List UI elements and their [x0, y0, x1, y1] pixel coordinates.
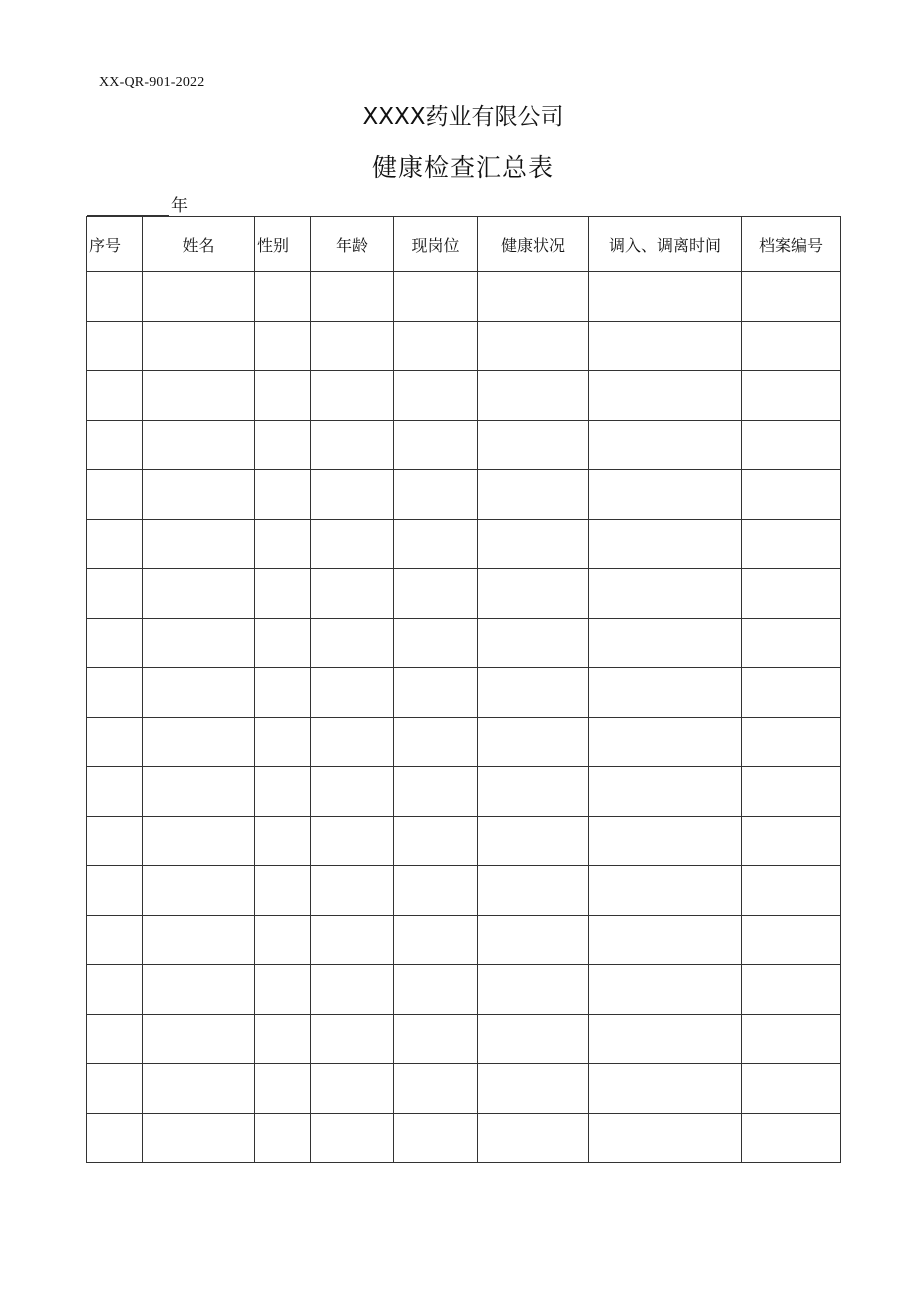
- form-title: 健康检查汇总表: [371, 153, 554, 182]
- table-cell[interactable]: [478, 569, 589, 619]
- table-cell[interactable]: [742, 321, 841, 371]
- table-cell[interactable]: [742, 767, 841, 817]
- table-cell[interactable]: [255, 767, 311, 817]
- table-cell[interactable]: [589, 767, 742, 817]
- table-row: [87, 470, 841, 520]
- col-header-name: 姓名: [143, 217, 255, 272]
- table-cell[interactable]: [143, 272, 255, 322]
- table-cell[interactable]: [589, 1113, 742, 1163]
- table-cell[interactable]: [255, 717, 311, 767]
- table-cell[interactable]: [394, 965, 478, 1015]
- table-cell[interactable]: [589, 569, 742, 619]
- table-body: [87, 272, 841, 1163]
- table-row: [87, 618, 841, 668]
- table-cell[interactable]: [255, 965, 311, 1015]
- table-cell[interactable]: [742, 866, 841, 916]
- table-cell[interactable]: [478, 321, 589, 371]
- table-cell[interactable]: [143, 420, 255, 470]
- table-cell[interactable]: [255, 569, 311, 619]
- table-cell[interactable]: [478, 717, 589, 767]
- table-cell[interactable]: [311, 668, 394, 718]
- table-cell[interactable]: [255, 816, 311, 866]
- table-cell[interactable]: [394, 321, 478, 371]
- table-cell[interactable]: [589, 668, 742, 718]
- table-cell[interactable]: [143, 371, 255, 421]
- table-cell[interactable]: [394, 915, 478, 965]
- table-cell[interactable]: [87, 420, 143, 470]
- table-cell[interactable]: [478, 618, 589, 668]
- table-cell[interactable]: [589, 519, 742, 569]
- table-row: [87, 371, 841, 421]
- table-cell[interactable]: [143, 1014, 255, 1064]
- table-cell[interactable]: [143, 915, 255, 965]
- table-cell[interactable]: [143, 519, 255, 569]
- table-cell[interactable]: [87, 618, 143, 668]
- table-row: [87, 816, 841, 866]
- table-cell[interactable]: [478, 470, 589, 520]
- table-cell[interactable]: [143, 668, 255, 718]
- table-cell[interactable]: [589, 272, 742, 322]
- table-row: [87, 420, 841, 470]
- document-code: XX-QR-901-2022: [99, 75, 205, 90]
- table-cell[interactable]: [87, 668, 143, 718]
- table-row: [87, 915, 841, 965]
- table-cell[interactable]: [742, 519, 841, 569]
- table-cell[interactable]: [394, 1064, 478, 1114]
- table-cell[interactable]: [394, 420, 478, 470]
- table-cell[interactable]: [255, 519, 311, 569]
- table-cell[interactable]: [143, 470, 255, 520]
- table-cell[interactable]: [87, 816, 143, 866]
- table-row: [87, 717, 841, 767]
- table-cell[interactable]: [143, 767, 255, 817]
- table-cell[interactable]: [143, 816, 255, 866]
- table-cell[interactable]: [255, 272, 311, 322]
- table-cell[interactable]: [311, 618, 394, 668]
- table-cell[interactable]: [394, 668, 478, 718]
- table-cell[interactable]: [394, 1014, 478, 1064]
- table-cell[interactable]: [589, 618, 742, 668]
- table-cell[interactable]: [478, 965, 589, 1015]
- col-header-current-post: 现岗位: [394, 217, 478, 272]
- table-cell[interactable]: [589, 866, 742, 916]
- table-cell[interactable]: [478, 1064, 589, 1114]
- table-cell[interactable]: [311, 767, 394, 817]
- table-cell[interactable]: [311, 470, 394, 520]
- table-cell[interactable]: [394, 866, 478, 916]
- col-header-transfer-time: 调入、调离时间: [589, 217, 742, 272]
- col-header-gender: 性别: [255, 217, 311, 272]
- table-cell[interactable]: [478, 866, 589, 916]
- table-cell[interactable]: [87, 717, 143, 767]
- year-blank-input[interactable]: [87, 196, 169, 216]
- table-cell[interactable]: [589, 965, 742, 1015]
- table-cell[interactable]: [311, 569, 394, 619]
- table-cell[interactable]: [311, 866, 394, 916]
- table-cell[interactable]: [742, 717, 841, 767]
- table-cell[interactable]: [478, 668, 589, 718]
- table-cell[interactable]: [255, 321, 311, 371]
- table-row: [87, 668, 841, 718]
- table-row: [87, 569, 841, 619]
- table-cell[interactable]: [311, 965, 394, 1015]
- table-header-row: [87, 217, 841, 272]
- table-cell[interactable]: [589, 717, 742, 767]
- table-cell[interactable]: [87, 1113, 143, 1163]
- table-row: [87, 1113, 841, 1163]
- table-cell[interactable]: [255, 371, 311, 421]
- table-cell[interactable]: [478, 915, 589, 965]
- table-cell[interactable]: [255, 668, 311, 718]
- table-cell[interactable]: [394, 470, 478, 520]
- table-cell[interactable]: [87, 965, 143, 1015]
- table-cell[interactable]: [478, 767, 589, 817]
- table-row: [87, 1064, 841, 1114]
- table-cell[interactable]: [255, 470, 311, 520]
- table-cell[interactable]: [589, 1014, 742, 1064]
- table-cell[interactable]: [478, 272, 589, 322]
- table-cell[interactable]: [589, 1064, 742, 1114]
- table-cell[interactable]: [394, 371, 478, 421]
- table-cell[interactable]: [742, 420, 841, 470]
- table-cell[interactable]: [255, 420, 311, 470]
- table-row: [87, 767, 841, 817]
- table-cell[interactable]: [87, 272, 143, 322]
- health-check-summary-table: [86, 216, 841, 1163]
- table-cell[interactable]: [478, 371, 589, 421]
- table-cell[interactable]: [87, 519, 143, 569]
- table-cell[interactable]: [87, 569, 143, 619]
- table-cell[interactable]: [311, 717, 394, 767]
- table-cell[interactable]: [742, 272, 841, 322]
- table-cell[interactable]: [742, 816, 841, 866]
- table-cell[interactable]: [311, 321, 394, 371]
- table-cell[interactable]: [143, 1064, 255, 1114]
- table-cell[interactable]: [589, 371, 742, 421]
- table-cell[interactable]: [742, 1113, 841, 1163]
- table-cell[interactable]: [87, 371, 143, 421]
- table-cell[interactable]: [255, 866, 311, 916]
- table-cell[interactable]: [311, 816, 394, 866]
- table-cell[interactable]: [87, 321, 143, 371]
- table-cell[interactable]: [143, 321, 255, 371]
- year-field: [87, 194, 188, 216]
- table-row: [87, 272, 841, 322]
- table-cell[interactable]: [394, 569, 478, 619]
- table-cell[interactable]: [255, 1113, 311, 1163]
- table-cell[interactable]: [742, 1064, 841, 1114]
- table-row: [87, 866, 841, 916]
- table-cell[interactable]: [394, 717, 478, 767]
- table-cell[interactable]: [255, 1014, 311, 1064]
- table-cell[interactable]: [143, 618, 255, 668]
- col-header-age: 年龄: [311, 217, 394, 272]
- year-label: 年: [171, 196, 188, 216]
- table-cell[interactable]: [589, 470, 742, 520]
- table-cell[interactable]: [311, 915, 394, 965]
- table-cell[interactable]: [394, 519, 478, 569]
- col-header-health-status: 健康状况: [478, 217, 589, 272]
- table-cell[interactable]: [311, 272, 394, 322]
- table-cell[interactable]: [311, 420, 394, 470]
- table-cell[interactable]: [742, 965, 841, 1015]
- table-cell[interactable]: [478, 519, 589, 569]
- table-cell[interactable]: [742, 915, 841, 965]
- table-cell[interactable]: [143, 717, 255, 767]
- table-cell[interactable]: [311, 1064, 394, 1114]
- table-cell[interactable]: [589, 816, 742, 866]
- table-cell[interactable]: [478, 420, 589, 470]
- table-row: [87, 321, 841, 371]
- table-row: [87, 519, 841, 569]
- table-row: [87, 965, 841, 1015]
- table-cell[interactable]: [143, 965, 255, 1015]
- table-cell[interactable]: [255, 1064, 311, 1114]
- table-cell[interactable]: [742, 668, 841, 718]
- table-cell[interactable]: [311, 1014, 394, 1064]
- table-cell[interactable]: [143, 1113, 255, 1163]
- table-cell[interactable]: [143, 866, 255, 916]
- table-cell[interactable]: [394, 272, 478, 322]
- table-cell[interactable]: [394, 618, 478, 668]
- table-cell[interactable]: [87, 1064, 143, 1114]
- table-cell[interactable]: [478, 1014, 589, 1064]
- col-header-file-number: 档案编号: [742, 217, 841, 272]
- table-cell[interactable]: [311, 519, 394, 569]
- table-cell[interactable]: [311, 371, 394, 421]
- table-cell[interactable]: [742, 618, 841, 668]
- table-cell[interactable]: [255, 915, 311, 965]
- table-cell[interactable]: [478, 1113, 589, 1163]
- table-cell[interactable]: [87, 1014, 143, 1064]
- table-cell[interactable]: [589, 915, 742, 965]
- table-cell[interactable]: [255, 618, 311, 668]
- table-cell[interactable]: [742, 569, 841, 619]
- table-cell[interactable]: [742, 1014, 841, 1064]
- table-cell[interactable]: [143, 569, 255, 619]
- table-cell[interactable]: [87, 915, 143, 965]
- table-cell[interactable]: [742, 371, 841, 421]
- table-cell[interactable]: [87, 866, 143, 916]
- col-header-serial-no: 序号: [87, 217, 143, 272]
- table-cell[interactable]: [394, 767, 478, 817]
- table-cell[interactable]: [87, 767, 143, 817]
- company-name: XXXX药业有限公司: [362, 104, 564, 130]
- table-row: [87, 1014, 841, 1064]
- table-cell[interactable]: [394, 1113, 478, 1163]
- table-cell[interactable]: [478, 816, 589, 866]
- table-cell[interactable]: [311, 1113, 394, 1163]
- table-cell[interactable]: [394, 816, 478, 866]
- table-cell[interactable]: [87, 470, 143, 520]
- table-cell[interactable]: [742, 470, 841, 520]
- table-cell[interactable]: [589, 420, 742, 470]
- table-cell[interactable]: [589, 321, 742, 371]
